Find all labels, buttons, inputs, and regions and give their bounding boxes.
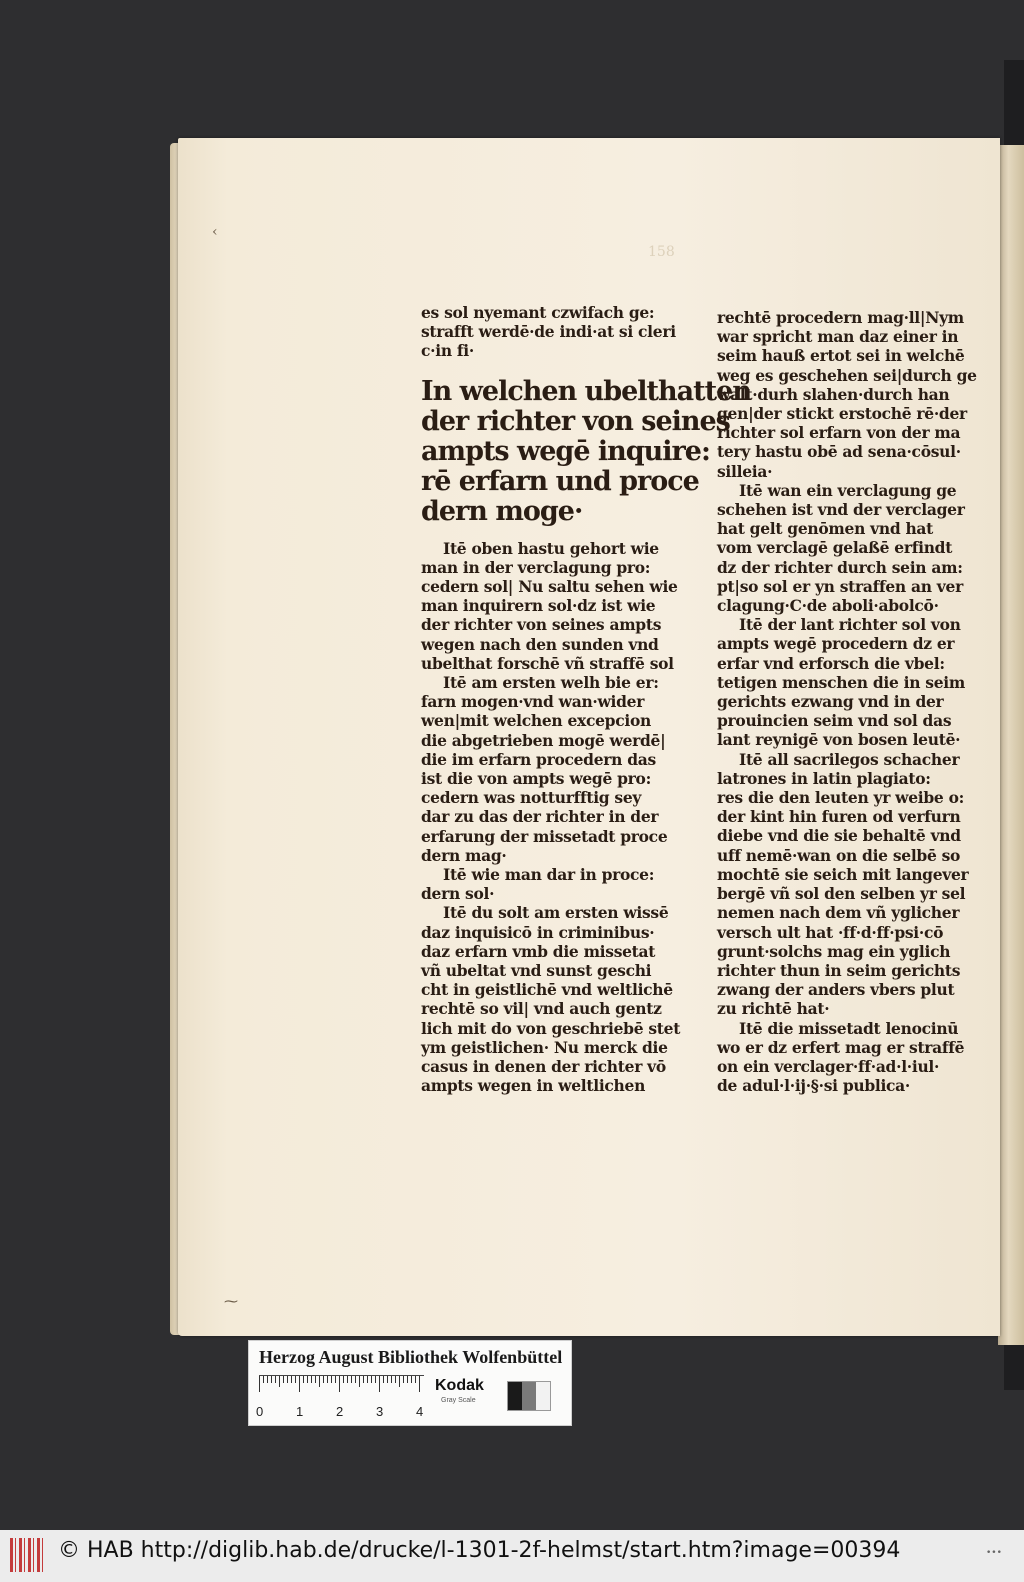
text-line: Itē der lant richter sol von	[739, 615, 961, 635]
text-line: latrones in latin plagiato:	[717, 768, 931, 788]
right-column-body	[717, 308, 977, 1096]
text-line: dz der richter durch sein am:	[717, 557, 963, 577]
text-line: lant reynigē von bosen leutē·	[717, 730, 961, 750]
ruler-tick	[259, 1376, 260, 1392]
ruler-tick	[419, 1376, 420, 1392]
text-line: es sol nyemant czwifach ge:	[421, 303, 655, 322]
text-line: ampts wegē procedern dz er	[717, 634, 955, 654]
ruler-number: 1	[296, 1404, 304, 1419]
ruler-tick	[295, 1376, 296, 1383]
ruler-tick	[403, 1376, 404, 1383]
text-line: prouincien seim vnd sol das	[717, 711, 952, 731]
ruler-number: 2	[336, 1404, 344, 1419]
ruler-tick	[275, 1376, 276, 1383]
text-line: dern moge·	[421, 495, 583, 527]
text-line: mochtē sie seich mit langever	[717, 864, 969, 884]
text-line: cedern sol| Nu saltu sehen wie	[421, 577, 678, 597]
ruler-tick	[387, 1376, 388, 1383]
ruler-tick	[415, 1376, 416, 1383]
text-line: ampts wegen in weltlichen	[421, 1076, 646, 1096]
text-line: tetigen menschen die in seim	[717, 672, 965, 692]
text-line: daz inquisicō in criminibus·	[421, 922, 655, 942]
text-line: res die den leuten yr weibe o:	[717, 788, 965, 808]
ruler-tick	[347, 1376, 348, 1383]
ruler-tick	[315, 1376, 316, 1383]
more-dots-icon: •••	[986, 1548, 1002, 1558]
text-line: Itē wan ein verclagung ge	[739, 480, 957, 500]
text-line: versch ult hat ·ff·d·ff·psi·cō	[717, 922, 944, 942]
text-line: Itē du solt am ersten wissē	[443, 903, 669, 923]
text-line: wegen nach den sunden vnd	[421, 634, 659, 654]
text-line: seim hauß ertot sei in welchē	[717, 346, 965, 366]
ruler-tick	[331, 1376, 332, 1383]
gray-scale-label: Gray Scale	[441, 1397, 476, 1404]
text-line: rechtē procedern mag·ll|Nym	[717, 308, 964, 327]
ruler-tick	[327, 1376, 328, 1383]
ruler-tick	[279, 1376, 280, 1387]
kodak-logo: Kodak	[435, 1377, 484, 1394]
text-line: zu richtē hat·	[717, 999, 830, 1019]
text-line: Itē am ersten welh bie er:	[443, 673, 659, 693]
ruler-tick	[319, 1376, 320, 1387]
ruler-tick	[263, 1376, 264, 1383]
text-line: rē erfarn und proce	[421, 465, 699, 497]
left-column-opening-lines	[421, 303, 676, 361]
text-line: Itē wie man dar in proce:	[443, 865, 655, 885]
text-line: man inquirern sol·dz ist wie	[421, 596, 656, 616]
text-line: der kint hin furen od verfurn	[717, 807, 961, 827]
ruler-tick	[359, 1376, 360, 1387]
margin-mark: ⁓	[224, 1294, 238, 1310]
text-line: erfar vnd erforsch die vbel:	[717, 653, 945, 673]
ruler-tick	[339, 1376, 340, 1392]
text-line: die im erfarn procedern das	[421, 749, 656, 769]
text-line: ubelthat forschē vñ straffē sol	[421, 653, 674, 673]
text-line: dar zu das der richter in der	[421, 807, 659, 827]
text-line: richter thun in seim gerichts	[717, 960, 961, 980]
text-line: richter sol erfarn von der ma	[717, 423, 961, 443]
text-line: Itē die missetadt lenocinū	[739, 1018, 959, 1038]
text-line: dern sol·	[421, 884, 495, 904]
ruler-tick	[391, 1376, 392, 1383]
gray-swatches	[507, 1381, 551, 1411]
text-line: nemen nach dem vñ yglicher	[717, 903, 960, 923]
ruler-tick	[307, 1376, 308, 1383]
library-name: Herzog August Bibliothek Wolfenbüttel	[259, 1347, 563, 1367]
text-line: clagung·C·de aboli·abolcō·	[717, 596, 939, 616]
gray-swatch	[522, 1382, 536, 1410]
ruler-tick	[299, 1376, 300, 1392]
text-line: vñ ubeltat vnd sunst geschi	[421, 961, 652, 981]
ruler-tick	[267, 1376, 268, 1383]
ruler-tick	[395, 1376, 396, 1383]
text-line: Itē all sacrilegos schacher	[739, 749, 960, 769]
ruler-tick	[411, 1376, 412, 1383]
text-line: cedern was notturfftig sey	[421, 788, 642, 808]
text-line: diebe vnd die sie behaltē vnd	[717, 826, 961, 846]
text-line: uff nemē·wan on die selbē so	[717, 845, 961, 865]
text-line: ym geistlichen· Nu merck die	[421, 1037, 668, 1057]
text-line: weg es geschehen sei|durch ge	[717, 365, 977, 385]
text-line: casus in denen der richter vō	[421, 1057, 666, 1077]
gray-swatch	[508, 1382, 522, 1410]
text-line: ist die von ampts wegē pro:	[421, 769, 651, 789]
ruler-tick	[371, 1376, 372, 1383]
ruler-number: 4	[416, 1404, 424, 1419]
text-line: der richter von seines ampts	[421, 615, 662, 635]
left-column-body	[421, 538, 681, 1096]
text-line: ampts wegē inquire:	[421, 435, 710, 467]
page-stack-right-edge	[998, 145, 1024, 1345]
text-line: wo er dz erfert mag er straffē	[717, 1037, 965, 1057]
text-line: farn mogen·vnd wan·wider	[421, 692, 645, 712]
text-line: gerichts ezwang vnd in der	[717, 692, 944, 712]
text-line: dern mag·	[421, 845, 507, 865]
ruler-tick	[375, 1376, 376, 1383]
ruler-tick	[323, 1376, 324, 1383]
text-line: der richter von seines	[421, 405, 730, 437]
text-line: erfarung der missetadt proce	[421, 826, 668, 846]
ruler-tick	[399, 1376, 400, 1387]
scale-ruler	[256, 1375, 424, 1419]
text-line: silleia·	[717, 461, 773, 481]
ruler-tick	[367, 1376, 368, 1383]
ruler-tick	[303, 1376, 304, 1383]
text-line: rechtē so vil| vnd auch gentz	[421, 999, 662, 1019]
text-line: hat gelt genōmen vnd hat	[717, 519, 934, 539]
margin-mark: ‹	[212, 224, 218, 240]
text-line: die abgetrieben mogē werdē|	[421, 730, 666, 750]
ruler-tick	[335, 1376, 336, 1383]
right-text-column	[717, 308, 977, 1096]
color-calibration-bar	[248, 1340, 572, 1426]
ruler-tick	[363, 1376, 364, 1383]
text-line: on ein verclager·ff·ad·l·iul·	[717, 1056, 940, 1076]
text-line: man in der verclagung pro:	[421, 557, 651, 577]
ruler-tick	[351, 1376, 352, 1383]
text-line: wen|mit welchen excepcion	[421, 711, 651, 731]
text-line: In welchen ubelthatten	[421, 375, 751, 407]
ruler-tick	[343, 1376, 344, 1383]
ruler-tick	[311, 1376, 312, 1383]
gray-swatch	[536, 1382, 550, 1410]
ruler-tick	[379, 1376, 380, 1392]
copyright-url[interactable]: © HAB http://diglib.hab.de/drucke/l-1301-2f-helmst/start.htm?image=00394	[58, 1538, 901, 1563]
text-line: vom verclagē gelaßē erfindt	[717, 538, 953, 558]
text-line: war spricht man daz einer in	[717, 327, 959, 347]
ruler-tick	[407, 1376, 408, 1383]
text-line: zwang der anders vbers plut	[717, 980, 955, 1000]
hab-logo-icon	[10, 1538, 46, 1572]
text-line: strafft werdē·de indi·at si cleri	[421, 322, 676, 342]
ruler-tick	[355, 1376, 356, 1383]
text-line: de adul·l·ij·§·si publica·	[717, 1076, 911, 1096]
text-line: walt·durh slahen·durch han	[717, 384, 950, 404]
book-page	[178, 138, 1000, 1336]
text-line: bergē vñ sol den selben yr sel	[717, 884, 966, 904]
text-line: gen|der stickt erstochē rē·der	[717, 404, 967, 424]
text-line: tery hastu obē ad sena·cōsul·	[717, 442, 961, 462]
ruler-tick	[287, 1376, 288, 1383]
text-line: schehen ist vnd der verclager	[717, 500, 965, 520]
footer-bar	[0, 1530, 1024, 1582]
ruler-tick	[283, 1376, 284, 1383]
ruler-tick	[291, 1376, 292, 1383]
faint-folio-number: 158	[648, 244, 675, 260]
text-line: grunt·solchs mag ein yglich	[717, 941, 951, 961]
ruler-number: 3	[376, 1404, 384, 1419]
ruler-tick	[383, 1376, 384, 1383]
text-line: daz erfarn vmb die missetat	[421, 941, 656, 961]
text-line: c·in fi·	[421, 341, 474, 361]
text-line: cht in geistlichē vnd weltlichē	[421, 980, 673, 1000]
text-line: pt|so sol er yn straffen an ver	[717, 576, 963, 596]
text-line: Itē oben hastu gehort wie	[443, 538, 659, 558]
text-line: lich mit do von geschriebē stet	[421, 1018, 681, 1038]
ruler-number: 0	[256, 1404, 264, 1419]
ruler-tick	[271, 1376, 272, 1383]
